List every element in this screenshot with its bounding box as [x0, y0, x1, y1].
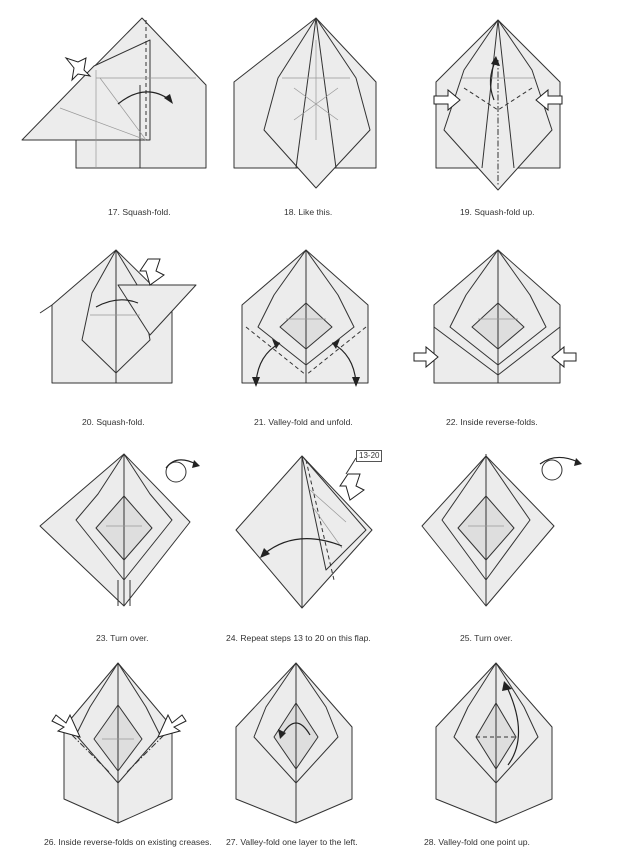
step-18-drawing [206, 0, 412, 215]
step-28 [412, 645, 618, 862]
step-28-caption: 28. Valley-fold one point up. [424, 837, 530, 847]
step-19-drawing [412, 0, 618, 215]
step-21-caption: 21. Valley-fold and unfold. [254, 417, 353, 427]
step-24 [206, 430, 412, 645]
step-24-caption: 24. Repeat steps 13 to 20 on this flap. [226, 633, 371, 643]
step-27-drawing [206, 645, 412, 862]
step-19 [412, 0, 618, 215]
step-26 [0, 645, 212, 862]
step-24-drawing [206, 430, 412, 645]
step-20-drawing [0, 215, 206, 430]
step-20-caption: 20. Squash-fold. [82, 417, 145, 427]
step-27 [206, 645, 412, 862]
step-17-drawing [0, 0, 206, 215]
step-17-caption: 17. Squash-fold. [108, 207, 171, 217]
step-25-caption: 25. Turn over. [460, 633, 513, 643]
step-21 [206, 215, 412, 430]
step-18-caption: 18. Like this. [284, 207, 333, 217]
step-26-drawing [0, 645, 206, 862]
step-26-caption: 26. Inside reverse-folds on existing creases. [44, 837, 212, 847]
step-21-drawing [206, 215, 412, 430]
step-24-repeat-badge: 13-20 [356, 450, 382, 462]
step-27-caption: 27. Valley-fold one layer to the left. [226, 837, 358, 847]
step-20 [0, 215, 206, 430]
step-22-caption: 22. Inside reverse-folds. [446, 417, 538, 427]
step-19-caption: 19. Squash-fold up. [460, 207, 535, 217]
step-23-drawing [0, 430, 206, 645]
step-25-drawing [412, 430, 618, 645]
step-17 [0, 0, 206, 215]
step-23-caption: 23. Turn over. [96, 633, 149, 643]
step-22 [412, 215, 618, 430]
step-28-drawing [412, 645, 618, 862]
step-23 [0, 430, 206, 645]
step-25 [412, 430, 618, 645]
step-22-drawing [412, 215, 618, 430]
step-18 [206, 0, 412, 215]
